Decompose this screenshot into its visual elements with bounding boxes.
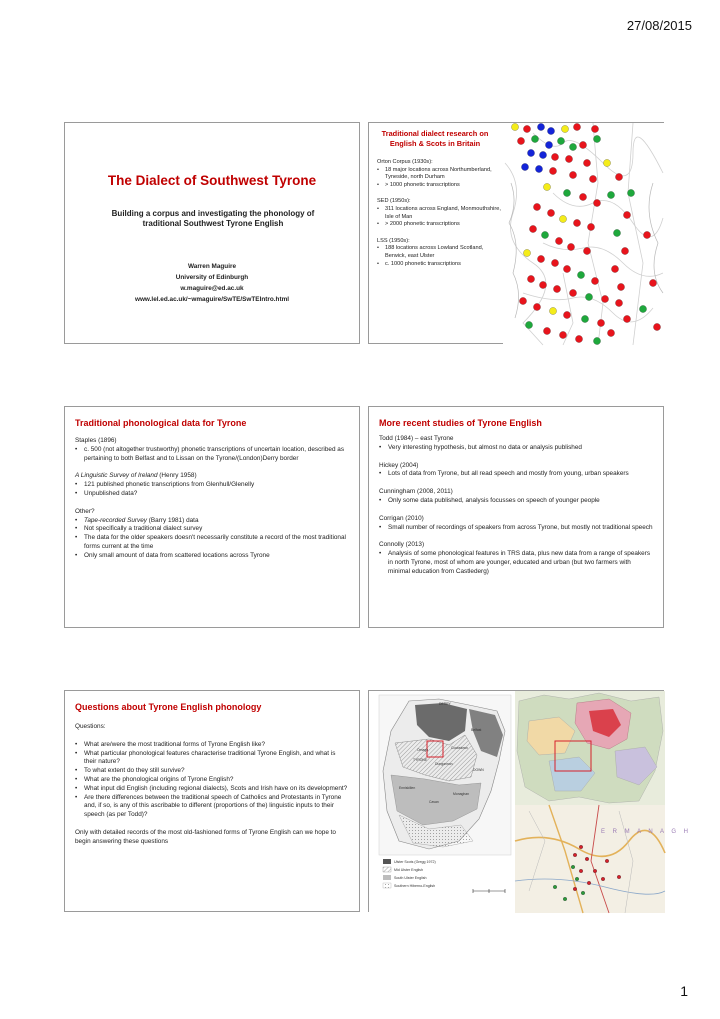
slide-body [377, 159, 501, 268]
list-item: • Not specifically a traditional dialect survey [75, 525, 349, 534]
location-dot [611, 265, 618, 272]
map-label: Belfast [471, 728, 482, 732]
location-dot [551, 259, 558, 266]
list-item: • 188 locations across Lowland Scotland, Berwick, east Ulster [377, 245, 501, 260]
location-dot [583, 159, 590, 166]
recording-point [587, 881, 591, 885]
source-title: Tape-recorded Survey [84, 516, 147, 524]
location-dot [593, 199, 600, 206]
map-label: DOWN [473, 768, 484, 772]
location-dot [525, 321, 532, 328]
location-dot [653, 323, 660, 330]
recording-point [579, 869, 583, 873]
location-dot [517, 137, 524, 144]
list-item: • 18 major locations across Northumberland, Tyneside, north Durham [377, 167, 501, 182]
location-dot [597, 319, 604, 326]
location-dot [537, 255, 544, 262]
location-dot [593, 337, 600, 344]
location-dot [539, 281, 546, 288]
location-dot [547, 127, 554, 134]
map-label: Monaghan [453, 792, 470, 796]
recording-point [553, 885, 557, 889]
map-label: Cavan [429, 800, 439, 804]
slide-recent-studies [368, 406, 664, 628]
questions-intro: Questions: [75, 723, 106, 730]
study-heading: Connolly (2013) [379, 541, 425, 549]
slide-heading: More recent studies of Tyrone English [379, 418, 542, 428]
slide-body [75, 723, 349, 847]
list-item: • c. 1000 phonetic transcriptions [377, 261, 501, 269]
legend-label: Ulster Scots (Gregg 1972) [394, 860, 436, 864]
slide-maps [368, 690, 692, 912]
author-email: w.maguire@ed.ac.uk [180, 285, 244, 292]
recording-point [605, 859, 609, 863]
slide-dialect-research [368, 122, 664, 344]
list-item: • 121 published phonetic transcriptions from Glenhull/Glenelly [75, 481, 349, 490]
source-citation: (Henry 1958) [157, 472, 197, 480]
list-item: • What are/were the most traditional forms of Tyrone English like? [75, 741, 349, 750]
list-item: • c. 500 (not altogether trustworthy) phonetic transcriptions of uncertain location, described as pertaining to both Belfast and to Lissan on the Tyrone/(London)Derry border [75, 446, 349, 464]
legend-label: Mid Ulster English [394, 868, 423, 872]
southwest-tyrone-road-map [515, 805, 691, 913]
location-dot [543, 327, 550, 334]
location-dot [627, 189, 634, 196]
location-dot [589, 175, 596, 182]
list-item: • To what extent do they still survive? [75, 767, 349, 776]
page-date: 27/08/2015 [626, 18, 692, 33]
location-dot [623, 315, 630, 322]
recording-point [563, 897, 567, 901]
list-item: • > 2000 phonetic transcriptions [377, 221, 501, 229]
section-heading: SED (1950s): [377, 198, 411, 205]
location-dot [573, 219, 580, 226]
slide-body [75, 437, 349, 561]
location-dot [591, 277, 598, 284]
location-dot [649, 279, 656, 286]
list-item: • Small number of recordings of speakers from across Tyrone, but mostly not traditional speech [379, 524, 653, 533]
slide-questions [64, 690, 360, 912]
location-dot [581, 315, 588, 322]
location-dot [539, 151, 546, 158]
questions-conclusion: Only with detailed records of the most old-fashioned forms of Tyrone English can we hope to begin answering these questions [75, 828, 336, 845]
location-dot [579, 141, 586, 148]
legend-label: South Ulster English [394, 876, 427, 880]
location-dot [623, 211, 630, 218]
section-heading: LSS (1950s): [377, 237, 410, 244]
location-dot [533, 303, 540, 310]
location-dot [543, 183, 550, 190]
map-label: TYRONE [413, 758, 428, 762]
recording-point [575, 877, 579, 881]
list-item: • 311 locations across England, Monmouthshire, Isle of Man [377, 206, 501, 221]
legend-label: Southern Hiberno-English [394, 884, 436, 888]
list-item: • The data for the older speakers doesn't necessarily constitute a record of the most traditional forms current at the time [75, 534, 349, 552]
location-dot [521, 163, 528, 170]
location-dot [545, 141, 552, 148]
study-heading: Hickey (2004) [379, 461, 419, 469]
location-dot [621, 247, 628, 254]
recording-point [571, 865, 575, 869]
location-dot [617, 283, 624, 290]
location-dot [527, 149, 534, 156]
slide-heading: Questions about Tyrone English phonology [75, 702, 262, 712]
map-label: Enniskillen [399, 786, 416, 790]
location-dot [569, 289, 576, 296]
recording-point [593, 869, 597, 873]
britain-dot-map [503, 123, 665, 345]
location-dot [585, 293, 592, 300]
location-dot [547, 209, 554, 216]
location-dot [639, 305, 646, 312]
recording-point [581, 891, 585, 895]
list-item: • Lots of data from Tyrone, but all read speech and mostly from young, urban speakers [379, 470, 653, 479]
presentation-title: The Dialect of Southwest Tyrone [107, 173, 317, 188]
location-dot [557, 137, 564, 144]
location-dot [549, 167, 556, 174]
location-dot [523, 249, 530, 256]
recording-point [585, 857, 589, 861]
location-dot [523, 125, 530, 132]
source-title: A Linguistic Survey of Ireland [75, 472, 158, 480]
location-dot [569, 171, 576, 178]
location-dot [527, 275, 534, 282]
location-dot [535, 165, 542, 172]
location-dot [559, 331, 566, 338]
location-dot [551, 153, 558, 160]
location-dot [583, 247, 590, 254]
slide-heading: Traditional dialect research on English & Scots in Britain [381, 129, 489, 148]
location-dot [643, 231, 650, 238]
location-dot [541, 231, 548, 238]
location-dot [607, 191, 614, 198]
list-item: • Unpublished data? [75, 490, 349, 499]
author-block [65, 261, 359, 305]
recording-point [573, 887, 577, 891]
location-dot [529, 225, 536, 232]
location-dot [537, 123, 544, 130]
list-item: • What input did English (including regional dialects), Scots and Irish have on its development? [75, 785, 349, 794]
location-dot [613, 229, 620, 236]
tyrone-maps [369, 691, 692, 913]
map-label: DERRY [439, 702, 451, 706]
project-url: www.lel.ed.ac.uk/~wmaguire/SwTE/SwTEIntro.html [134, 296, 290, 303]
slide-heading: Traditional phonological data for Tyrone [75, 418, 247, 428]
location-dot [561, 125, 568, 132]
location-dot [591, 125, 598, 132]
list-item: • Very interesting hypothesis, but almost no data or analysis published [379, 444, 653, 453]
list-item: • > 1000 phonetic transcriptions [377, 182, 501, 190]
location-dot [531, 135, 538, 142]
location-dot [567, 243, 574, 250]
location-dot [607, 329, 614, 336]
slide-traditional-data [64, 406, 360, 628]
recording-point [617, 875, 621, 879]
location-dot [603, 159, 610, 166]
location-dot [573, 123, 580, 130]
location-dot [569, 143, 576, 150]
source-citation: (Barry 1981) data [147, 516, 199, 524]
list-item: • What particular phonological features characterise traditional Tyrone English, and what is their nature? [75, 750, 349, 768]
location-dot [563, 189, 570, 196]
location-dot [563, 311, 570, 318]
section-heading: Orton Corpus (1930s): [377, 159, 433, 165]
location-dot [579, 193, 586, 200]
map-label: Cookstown [451, 746, 468, 750]
list-item: • What are the phonological origins of Tyrone English? [75, 776, 349, 785]
list-item [75, 517, 349, 526]
list-item: • Only some data published, analysis focusses on speech of younger people [379, 497, 653, 506]
source-heading: Other? [75, 507, 95, 515]
map-label: E R M A N A G H [601, 829, 692, 835]
page-number: 1 [680, 983, 688, 999]
location-dot [559, 215, 566, 222]
location-dot [533, 203, 540, 210]
location-dot [577, 271, 584, 278]
location-dot [575, 335, 582, 342]
recording-point [579, 845, 583, 849]
location-dot [519, 297, 526, 304]
author-affiliation: University of Edinburgh [175, 274, 249, 281]
location-dot [587, 223, 594, 230]
ireland-region-map [515, 691, 665, 805]
source-heading [75, 472, 349, 481]
map-label: Omagh [417, 748, 429, 752]
author-name: Warren Maguire [187, 263, 237, 270]
location-dot [549, 307, 556, 314]
slide-title [64, 122, 360, 344]
list-item: • Only small amount of data from scattered locations across Tyrone [75, 552, 349, 561]
location-dot [555, 237, 562, 244]
study-heading: Todd (1984) – east Tyrone [379, 435, 454, 442]
location-dot [601, 295, 608, 302]
location-dot [615, 299, 622, 306]
study-heading: Cunningham (2008, 2011) [379, 488, 453, 496]
list-item: • Are there differences between the traditional speech of Catholics and Protestants in Tyrone and, if so, is any of this ascribable to different (proportions of the) linguistic inputs to their speech (as per Todd)? [75, 794, 349, 820]
map-label: Dungannon [435, 762, 453, 766]
location-dot [615, 173, 622, 180]
location-dot [563, 265, 570, 272]
recording-point [573, 853, 577, 857]
slide-body [379, 435, 653, 577]
list-item: • Analysis of some phonological features in TRS data, plus new data from a range of speakers in north Tyrone, most of whom are younger, educated and urban (but two farmers with minimal education from Castlederg) [379, 550, 653, 576]
location-dot [511, 123, 518, 130]
source-heading: Staples (1896) [75, 437, 117, 444]
location-dot [553, 285, 560, 292]
location-dot [565, 155, 572, 162]
presentation-subtitle: Building a corpus and investigating the phonology of traditional Southwest Tyrone English [111, 209, 315, 228]
recording-point [601, 877, 605, 881]
study-heading: Corrigan (2010) [379, 514, 424, 522]
location-dot [593, 135, 600, 142]
